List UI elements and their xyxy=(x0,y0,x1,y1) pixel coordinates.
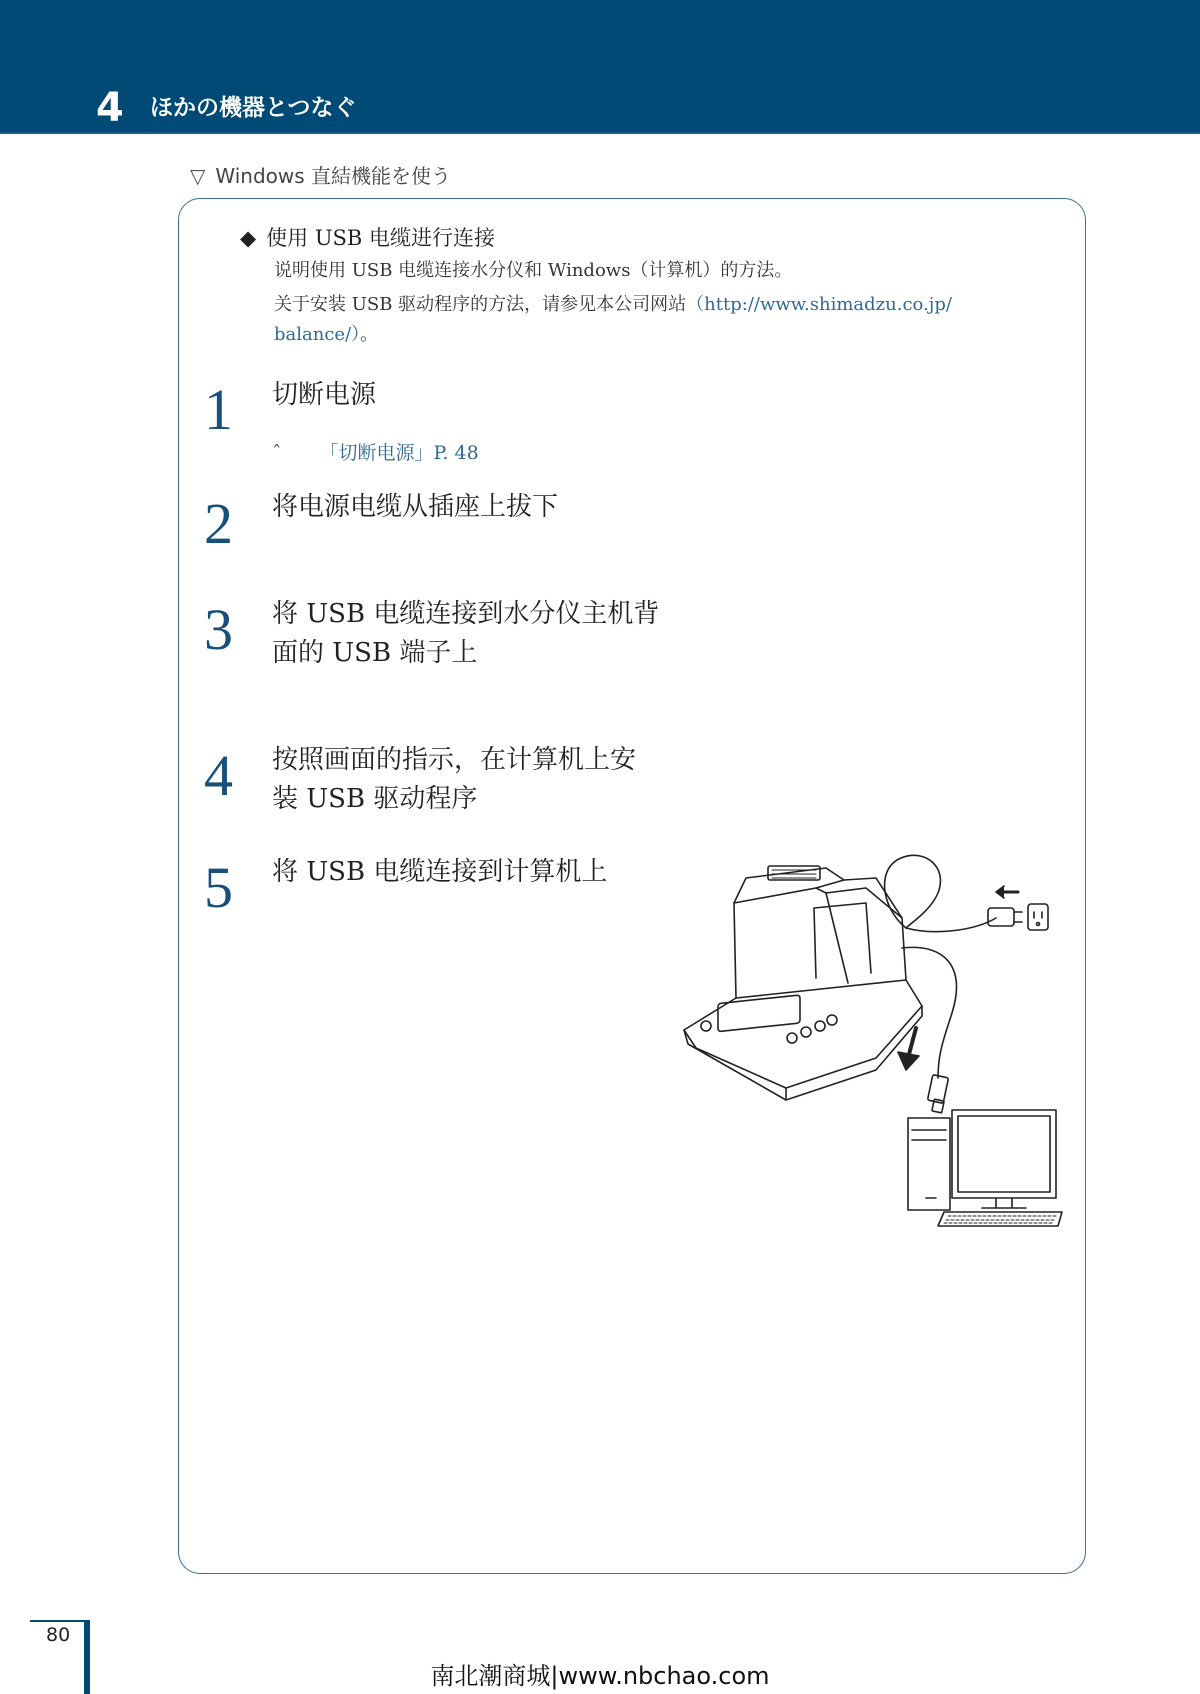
section-caption xyxy=(190,160,451,189)
page-number-rule xyxy=(30,1620,86,1622)
step-2-text: 将电源电缆从插座上拔下 xyxy=(272,492,559,522)
reference-link[interactable] xyxy=(272,438,479,465)
step-2-number: 2 xyxy=(204,491,233,556)
page-number: 80 xyxy=(46,1624,71,1646)
moisture-analyzer xyxy=(684,866,922,1100)
step-4-text xyxy=(272,741,636,819)
step-3-line-2: 面的 USB 端子上 xyxy=(272,638,478,668)
step-4-number: 4 xyxy=(204,743,233,808)
wall-outlet xyxy=(1028,904,1048,930)
power-cable xyxy=(885,855,996,931)
computer-tower xyxy=(908,1118,950,1210)
section-caption-text: Windows 直結機能を使う xyxy=(215,164,452,188)
step-3-text xyxy=(272,595,659,673)
website-link[interactable]: （http://www.shimadzu.co.jp/ xyxy=(686,294,952,315)
computer-monitor xyxy=(952,1110,1056,1208)
step-5-number: 5 xyxy=(204,855,233,920)
website-link-cont[interactable]: balance/） xyxy=(274,324,361,345)
intro-title-text: 使用 USB 电缆进行连接 xyxy=(266,226,496,250)
intro-line-2 xyxy=(274,290,952,320)
power-plug xyxy=(988,908,1022,926)
step-1-number: 1 xyxy=(204,377,233,442)
intro-line-2-text: 关于安装 USB 驱动程序的方法，请参见本公司网站 xyxy=(274,294,687,315)
step-1-text: 切断电源 xyxy=(272,380,377,410)
intro-line-1: 说明使用 USB 电缆连接水分仪和 Windows（计算机）的方法。 xyxy=(274,260,793,281)
footer-watermark: 南北潮商城|www.nbchao.com xyxy=(430,1662,770,1690)
reference-text: 「切断电源」P. 48 xyxy=(319,442,479,464)
keyboard xyxy=(938,1212,1062,1226)
chapter-number: 4 xyxy=(96,85,124,131)
plug-in-arrow-icon xyxy=(898,1028,919,1070)
unplug-arrow-icon xyxy=(996,886,1018,898)
diamond-bullet-icon: ◆ xyxy=(240,226,257,250)
step-5-text: 将 USB 电缆连接到计算机上 xyxy=(272,857,608,887)
step-3-number: 3 xyxy=(204,597,233,662)
step-4-line-1: 按照画面的指示，在计算机上安 xyxy=(272,745,637,775)
step-3-line-1: 将 USB 电缆连接到水分仪主机背 xyxy=(272,599,660,629)
intro-line-3 xyxy=(274,320,378,350)
step-4-line-2: 装 USB 驱动程序 xyxy=(272,784,478,814)
intro-title xyxy=(240,222,495,252)
triangle-down-outline-icon: ▽ xyxy=(190,164,206,188)
header-rule xyxy=(0,132,1200,134)
chapter-title: ほかの機器とつなぐ xyxy=(150,95,357,121)
reference-mark: ˆ xyxy=(272,442,282,464)
usb-connection-illustration xyxy=(676,848,1076,1230)
intro-line-3-suffix: 。 xyxy=(360,324,379,345)
